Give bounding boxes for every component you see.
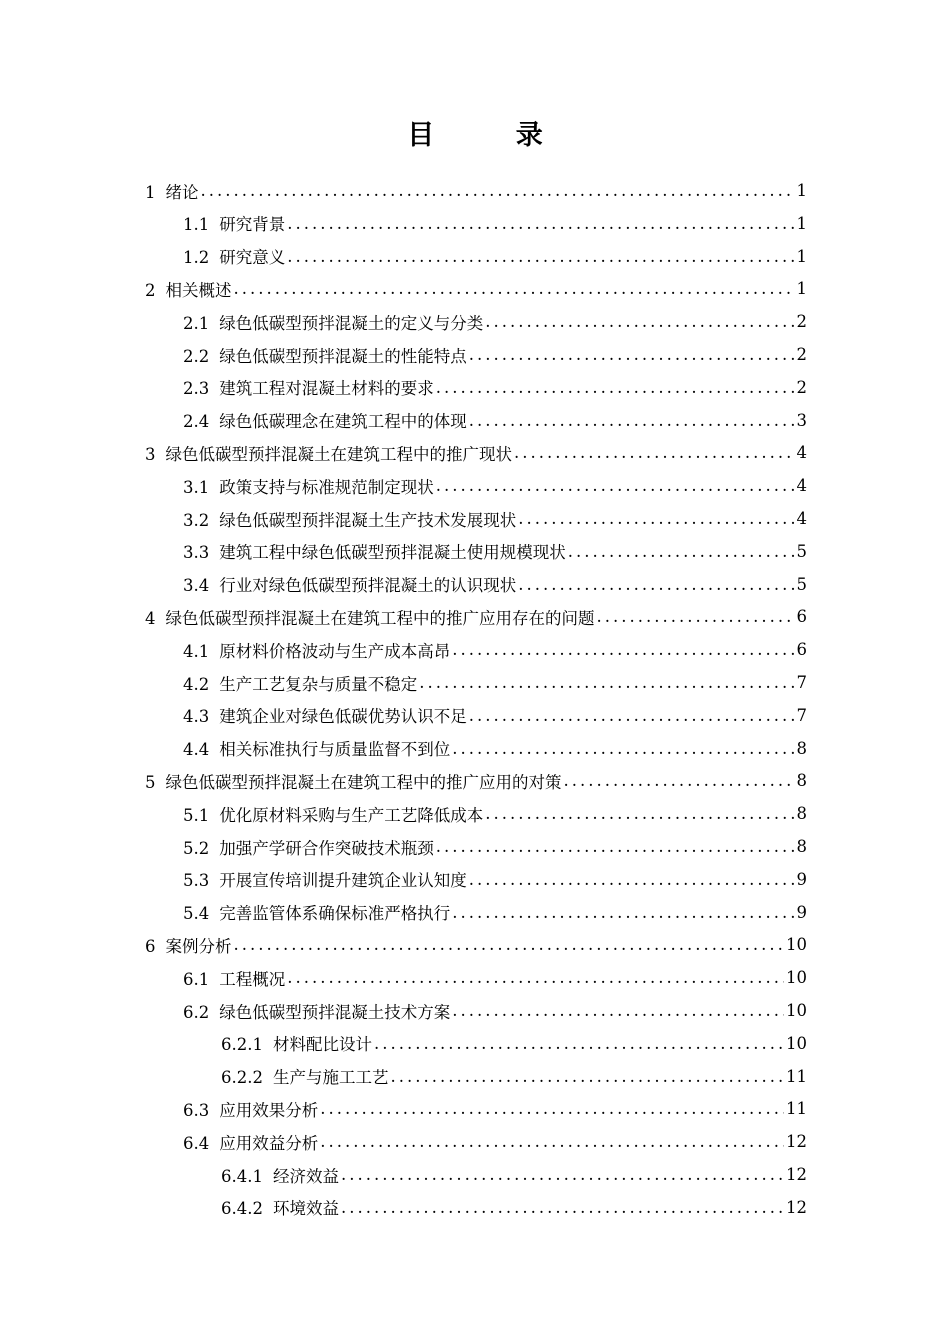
toc-leader-dots (287, 214, 794, 233)
toc-page-number: 1 (796, 181, 807, 200)
toc-entry-label (183, 244, 285, 268)
toc-page-number: 4 (796, 476, 807, 496)
toc-entry[interactable] (183, 1092, 807, 1125)
toc-entry-label (183, 408, 467, 432)
toc-entry[interactable] (183, 666, 807, 699)
toc-entry-label (183, 966, 285, 990)
toc-entry-number: 4.2 (183, 674, 210, 694)
toc-leader-dots (485, 312, 794, 331)
toc-leader-dots (485, 804, 794, 823)
toc-entry-title: 开展宣传培训提升建筑企业认知度 (219, 871, 467, 891)
toc-entry[interactable] (145, 928, 807, 961)
toc-entry-number: 4 (145, 608, 156, 628)
toc-entry-number: 4.4 (183, 740, 210, 760)
toc-entry-number: 2.1 (183, 313, 210, 333)
toc-entry-number: 3.3 (183, 543, 210, 563)
toc-entry[interactable] (183, 830, 807, 863)
toc-entry-label (183, 671, 417, 695)
toc-leader-dots (320, 1099, 784, 1118)
toc-leader-dots (436, 837, 795, 856)
toc-leader-dots (469, 870, 795, 889)
toc-entry-label (183, 539, 566, 563)
toc-page-number: 6 (796, 640, 807, 660)
toc-entry-label (183, 211, 285, 235)
toc-entry-title: 政策支持与标准规范制定现状 (219, 477, 434, 497)
toc-entry-label (145, 605, 595, 629)
toc-entry-title: 绿色低碳型预拌混凝土在建筑工程中的推广应用存在的问题 (165, 608, 595, 628)
toc-entry-title: 绿色低碳型预拌混凝土生产技术发展现状 (219, 510, 517, 530)
toc-page-number: 5 (796, 574, 807, 594)
toc-entry-title: 建筑企业对绿色低碳优势认识不足 (219, 707, 467, 727)
page-title: 目 录 (407, 120, 579, 151)
toc-entry-title: 完善监管体系确保标准严格执行 (219, 904, 451, 924)
toc-entry-label (183, 835, 434, 859)
toc-page-number: 4 (796, 443, 807, 463)
toc-leader-dots (568, 542, 795, 561)
toc-page-number: 8 (796, 804, 807, 824)
toc-entry-title: 绿色低碳型预拌混凝土的性能特点 (219, 346, 467, 366)
toc-leader-dots (341, 1198, 784, 1217)
toc-page-number: 6 (796, 607, 807, 627)
toc-entry[interactable] (183, 535, 807, 568)
toc-entry-number: 6.4.2 (221, 1199, 263, 1219)
toc-entry[interactable] (183, 240, 807, 273)
toc-entry-number: 6.3 (183, 1100, 210, 1120)
toc-entry-number: 1.2 (183, 248, 210, 268)
toc-entry-label (221, 1064, 388, 1088)
toc-leader-dots (419, 673, 794, 692)
toc-page-number: 1 (796, 213, 807, 233)
toc-leader-dots (452, 903, 794, 922)
toc-entry[interactable] (183, 207, 807, 240)
toc-leader-dots (234, 935, 785, 954)
toc-page-number: 7 (796, 673, 807, 692)
toc-entry-title: 生产工艺复杂与质量不稳定 (219, 674, 418, 694)
toc-entry-number: 5.3 (183, 871, 210, 891)
toc-entry-title: 行业对绿色低碳型预拌混凝土的认识现状 (219, 576, 517, 596)
toc-entry-number: 3.1 (183, 477, 210, 497)
toc-entry-label (183, 507, 516, 531)
toc-entry[interactable] (183, 961, 807, 994)
toc-entry-number: 6.2.1 (221, 1035, 263, 1055)
toc-entry-title: 加强产学研合作突破技术瓶颈 (219, 838, 434, 858)
toc-entry-label (145, 277, 232, 301)
toc-entry-number: 4.3 (183, 707, 210, 727)
toc-entry-number: 5.2 (183, 838, 210, 858)
toc-entry[interactable] (145, 600, 807, 633)
toc-entry-label (183, 900, 450, 924)
toc-entry-title: 绪论 (165, 182, 199, 202)
toc-entry-title: 绿色低碳型预拌混凝土的定义与分类 (219, 313, 484, 333)
toc-entry-number: 6.2 (183, 1002, 210, 1022)
toc-leader-dots (597, 607, 795, 626)
toc-entry-number: 2.3 (183, 379, 210, 399)
toc-leader-dots (341, 1165, 784, 1184)
toc-entry-label (183, 703, 467, 727)
toc-entry-title: 工程概况 (219, 969, 286, 989)
toc-page-number: 11 (786, 1099, 807, 1119)
toc-entry-label (183, 736, 450, 760)
toc-page-number: 10 (786, 1033, 807, 1053)
toc-entry-title: 建筑工程对混凝土材料的要求 (219, 379, 434, 399)
toc-page-number: 9 (796, 869, 807, 889)
toc-page-number: 12 (786, 1132, 807, 1152)
toc-entry-label (145, 933, 232, 957)
toc-page-number: 12 (786, 1165, 807, 1184)
toc-page-number: 1 (796, 279, 807, 299)
toc-entry-title: 绿色低碳理念在建筑工程中的体现 (219, 412, 467, 432)
toc-leader-dots (452, 1001, 784, 1020)
toc-entry-label (221, 1195, 339, 1219)
toc-entry[interactable] (221, 1191, 807, 1224)
toc-entry-title: 案例分析 (165, 936, 232, 956)
toc-entry[interactable] (183, 404, 807, 437)
toc-entry-number: 6.4 (183, 1133, 210, 1153)
toc-page-number: 2 (796, 345, 807, 364)
toc-entry[interactable] (183, 633, 807, 666)
toc-entry-label (183, 474, 434, 498)
toc-page-number: 9 (796, 902, 807, 922)
toc-entry-label (145, 769, 562, 793)
toc-entry-title: 建筑工程中绿色低碳型预拌混凝土使用规模现状 (219, 543, 566, 563)
toc-entry-number: 5.1 (183, 805, 210, 825)
toc-entry-label (183, 343, 467, 367)
toc-entry-number: 3 (145, 444, 156, 464)
toc-page-number: 2 (796, 312, 807, 332)
toc-page-number: 12 (786, 1197, 807, 1217)
toc-page-number: 5 (796, 541, 807, 561)
toc-entry[interactable] (183, 371, 807, 404)
toc-leader-dots (518, 575, 794, 594)
toc-entry-label (183, 572, 516, 596)
toc-entry-number: 6.1 (183, 969, 210, 989)
toc-entry[interactable] (145, 764, 807, 797)
toc-entry[interactable] (221, 1158, 807, 1191)
toc-entry[interactable] (183, 896, 807, 929)
toc-entry-number: 2.2 (183, 346, 210, 366)
toc-entry-number: 2 (145, 280, 156, 300)
toc-entry[interactable] (145, 272, 807, 305)
toc-entry[interactable] (221, 1060, 807, 1093)
toc-leader-dots (436, 476, 795, 495)
toc-page-number: 8 (796, 837, 807, 856)
toc-entry-title: 相关标准执行与质量监督不到位 (219, 740, 451, 760)
toc-page-number: 10 (786, 1001, 807, 1020)
toc-entry[interactable] (221, 1027, 807, 1060)
toc-entry-label (221, 1031, 372, 1055)
toc-leader-dots (469, 706, 795, 725)
toc-entry-label (183, 310, 483, 334)
toc-leader-dots (320, 1132, 784, 1151)
toc-page-number: 8 (796, 738, 807, 758)
toc-entry-title: 绿色低碳型预拌混凝土在建筑工程中的推广现状 (165, 444, 512, 464)
toc-entry[interactable] (183, 502, 807, 535)
toc-entry-label (183, 1130, 318, 1154)
toc-leader-dots (564, 771, 795, 790)
toc-page-number: 10 (786, 968, 807, 988)
toc-leader-dots (287, 247, 794, 266)
toc-leader-dots (514, 443, 795, 462)
toc-entry-label (221, 1163, 339, 1187)
toc-leader-dots (436, 378, 795, 397)
toc-entry-title: 材料配比设计 (272, 1035, 372, 1055)
toc-entry-label (183, 638, 450, 662)
toc-entry-label (145, 179, 199, 203)
toc-entry[interactable] (145, 174, 807, 207)
toc-entry[interactable] (183, 1125, 807, 1158)
toc-entry-number: 4.1 (183, 641, 210, 661)
toc-entry[interactable] (183, 699, 807, 732)
toc-entry-label (145, 441, 512, 465)
toc-entry-number: 5 (145, 772, 156, 792)
toc-entry-number: 5.4 (183, 904, 210, 924)
toc-entry-title: 优化原材料采购与生产工艺降低成本 (219, 805, 484, 825)
toc-entry-number: 6.2.2 (221, 1068, 263, 1088)
toc-entry-label (183, 867, 467, 891)
toc-page-number: 3 (796, 410, 807, 430)
toc-entry-label (183, 1097, 318, 1121)
toc-entry[interactable] (183, 305, 807, 338)
toc-entry[interactable] (183, 732, 807, 765)
toc-leader-dots (374, 1034, 784, 1053)
toc-entry[interactable] (145, 436, 807, 469)
toc-page-number: 11 (786, 1066, 807, 1086)
toc-entry-title: 绿色低碳型预拌混凝土在建筑工程中的推广应用的对策 (165, 772, 562, 792)
toc-entry-title: 环境效益 (272, 1199, 339, 1219)
toc-leader-dots (469, 411, 795, 430)
toc-entry[interactable] (183, 863, 807, 896)
toc-leader-dots (390, 1067, 784, 1086)
toc-entry[interactable] (183, 797, 807, 830)
toc-leader-dots (201, 181, 795, 200)
toc-entry[interactable] (183, 568, 807, 601)
toc-entry-title: 相关概述 (165, 280, 232, 300)
toc-leader-dots (469, 345, 795, 364)
toc-page-number: 2 (796, 377, 807, 397)
toc-leader-dots (518, 509, 794, 528)
toc-entry-title: 应用效果分析 (219, 1100, 319, 1120)
toc-page-number: 1 (796, 246, 807, 266)
toc-leader-dots (287, 968, 784, 987)
toc-entry-label (183, 802, 483, 826)
toc-entry-title: 绿色低碳型预拌混凝土技术方案 (219, 1002, 451, 1022)
toc-leader-dots (452, 640, 794, 659)
toc-leader-dots (234, 279, 795, 298)
toc-entry[interactable] (183, 994, 807, 1027)
toc-entry-title: 应用效益分析 (219, 1133, 319, 1153)
toc-page-number: 8 (796, 771, 807, 791)
toc-entry-number: 6 (145, 936, 156, 956)
toc-entry-number: 3.4 (183, 576, 210, 596)
toc-entry-number: 1.1 (183, 215, 210, 235)
toc-entry[interactable] (183, 338, 807, 371)
toc-entry-title: 原材料价格波动与生产成本高昂 (219, 641, 451, 661)
toc-entry-title: 经济效益 (272, 1166, 339, 1186)
toc-entry-title: 研究背景 (219, 215, 286, 235)
toc-entry-label (183, 999, 450, 1023)
toc-entry-number: 1 (145, 182, 156, 202)
toc-entry-label (183, 375, 434, 399)
toc-page-number: 7 (796, 705, 807, 725)
toc-entry[interactable] (183, 469, 807, 502)
toc-entry-number: 6.4.1 (221, 1166, 263, 1186)
toc-entry-number: 2.4 (183, 412, 210, 432)
toc-entry-title: 生产与施工工艺 (272, 1068, 389, 1088)
toc-entry-title: 研究意义 (219, 248, 286, 268)
toc-entry-number: 3.2 (183, 510, 210, 530)
toc-page-number: 10 (786, 935, 807, 955)
toc-page-number: 4 (796, 509, 807, 528)
toc-leader-dots (452, 739, 794, 758)
